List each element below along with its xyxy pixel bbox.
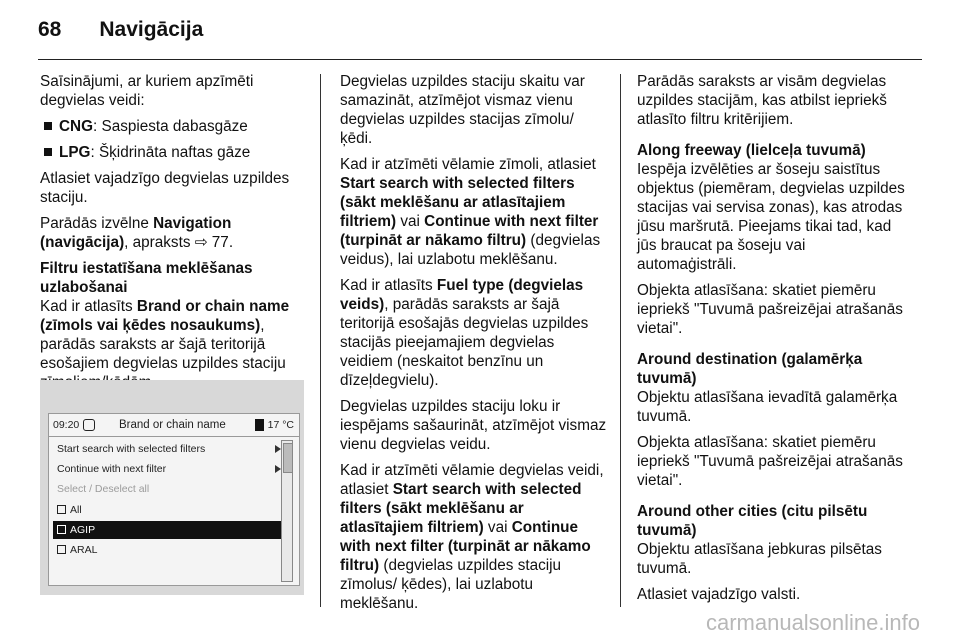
back-icon bbox=[83, 419, 95, 431]
page-header bbox=[38, 18, 203, 48]
list-item bbox=[40, 117, 310, 136]
page-title: Navigācija bbox=[99, 18, 204, 41]
bullet-icon bbox=[44, 148, 52, 156]
checkbox-icon bbox=[57, 505, 66, 514]
column-divider bbox=[620, 74, 621, 607]
screen-title: Brand or chain name bbox=[119, 419, 226, 431]
definition: : Saspiesta dabasgāze bbox=[93, 118, 248, 135]
section-heading: Filtru iestatīšana meklēšanas uzlabošanai bbox=[40, 260, 253, 296]
paragraph: Iespēja izvēlēties ar šoseju saistītus objektus (piemēram, degvielas uzpildes stacijas vai servisa zonas), kas atrodas jūsu maršrutā. Pieejams tikai tad, kad jūs braucat pa šoseju vai automaģistrāli. bbox=[637, 161, 905, 273]
screenshot-figure bbox=[40, 380, 304, 595]
section-heading: Along freeway (lielceļa tuvumā) bbox=[637, 142, 866, 159]
screen-title-bar bbox=[49, 414, 299, 437]
menu-item-all[interactable]: All bbox=[53, 501, 285, 519]
paragraph: Kad ir atlasīts Brand or chain name (zīmols vai ķēdes nosaukums), parādās saraksts ar šajā teritorijā esošajiem degvielas uzpildes staciju bbox=[40, 298, 290, 372]
term: LPG bbox=[59, 144, 91, 161]
paragraph: Atlasiet vajadzīgo degvielas uzpildes staciju. bbox=[40, 170, 290, 206]
bullet-icon bbox=[44, 122, 52, 130]
menu-item-continue[interactable]: Continue with next filter bbox=[53, 460, 285, 478]
menu-item-start-search[interactable]: Start search with selected filters bbox=[53, 440, 285, 458]
paragraph: Atlasiet vajadzīgo valsti. bbox=[637, 586, 801, 603]
list-item bbox=[40, 143, 310, 162]
paragraph: Objekta atlasīšana: skatiet piemēru iepriekš "Tuvumā pašreizējai atrašanās vietai". bbox=[637, 434, 903, 489]
scrollbar[interactable] bbox=[281, 440, 293, 582]
paragraph: Objekta atlasīšana: skatiet piemēru iepriekš "Tuvumā pašreizējai atrašanās vietai". bbox=[637, 282, 903, 337]
column-left bbox=[40, 72, 310, 399]
paragraph: Degvielas uzpildes staciju loku ir iespējams sašaurināt, atzīmējot vismaz vienu degvielas veidu. bbox=[340, 398, 607, 453]
header-divider bbox=[38, 59, 922, 60]
term: CNG bbox=[59, 118, 93, 135]
menu-item-agip[interactable]: AGIP bbox=[53, 521, 285, 539]
display-screen bbox=[48, 413, 300, 586]
watermark: carmanualsonline.info bbox=[705, 610, 920, 635]
column-divider bbox=[320, 74, 321, 607]
phone-icon bbox=[255, 419, 264, 431]
temperature: 17 °C bbox=[267, 419, 294, 431]
checkbox-checked-icon bbox=[57, 525, 66, 534]
section-heading: Around destination (galamērķa tuvumā) bbox=[637, 351, 863, 387]
paragraph: Kad ir atlasīts Fuel type (degvielas veids), parādās saraksts ar šajā teritorijā esošajās degvielas uzpildes stacijās pieejamajiem degvielas veidiem (neskaitot benzīnu un dīzeļdegvielu). bbox=[340, 277, 589, 389]
menu-item-aral[interactable]: ARAL bbox=[53, 541, 285, 559]
paragraph: Parādās izvēlne Navigation (navigācija), apraksts ⇨ 77. bbox=[40, 215, 234, 251]
paragraph: Parādās saraksts ar visām degvielas uzpildes stacijām, kas atbilst iepriekš atlasīto filtru kritērijiem. bbox=[637, 73, 887, 128]
paragraph: Objektu atlasīšana ievadītā galamērķa tuvumā. bbox=[637, 389, 898, 425]
definition: : Šķidrināta naftas gāze bbox=[90, 144, 251, 161]
menu-item-select-all[interactable]: Select / Deselect all bbox=[57, 483, 150, 495]
paragraph: Saīsinājumi, ar kuriem apzīmēti degvielas veidi: bbox=[40, 73, 254, 109]
paragraph: Kad ir atzīmēti vēlamie degvielas veidi, atlasiet Start search with selected filters (sākt meklēšanu ar atlasītajiem filtriem) vai Continue with next filter (turpināt ar nākamo filtru) (degvielas uzpildes staciju zīmolus/ ķēdes), lai uzlabotu meklēšanu. bbox=[340, 462, 604, 612]
paragraph: Degvielas uzpildes staciju skaitu var samazināt, atzīmējot vismaz vienu degvielas uzpildes stacijas zīmolu/ ķēdi. bbox=[340, 73, 585, 147]
section-heading: Around other cities (citu pilsētu tuvumā) bbox=[637, 503, 868, 539]
checkbox-icon bbox=[57, 545, 66, 554]
paragraph: Kad ir atzīmēti vēlamie zīmoli, atlasiet Start search with selected filters (sākt meklēšanu ar atlasītajiem filtriem) vai Continue with next filter (turpināt ar nākamo filtru) (degvielas veidus), lai uzlabotu meklēšanu. bbox=[340, 156, 601, 268]
scrollbar-thumb[interactable] bbox=[283, 443, 293, 473]
page-number: 68 bbox=[38, 18, 62, 41]
clock: 09:20 bbox=[53, 419, 80, 431]
column-right bbox=[637, 72, 907, 611]
column-middle bbox=[340, 72, 608, 620]
paragraph: Objektu atlasīšana jebkuras pilsētas tuvumā. bbox=[637, 541, 882, 577]
